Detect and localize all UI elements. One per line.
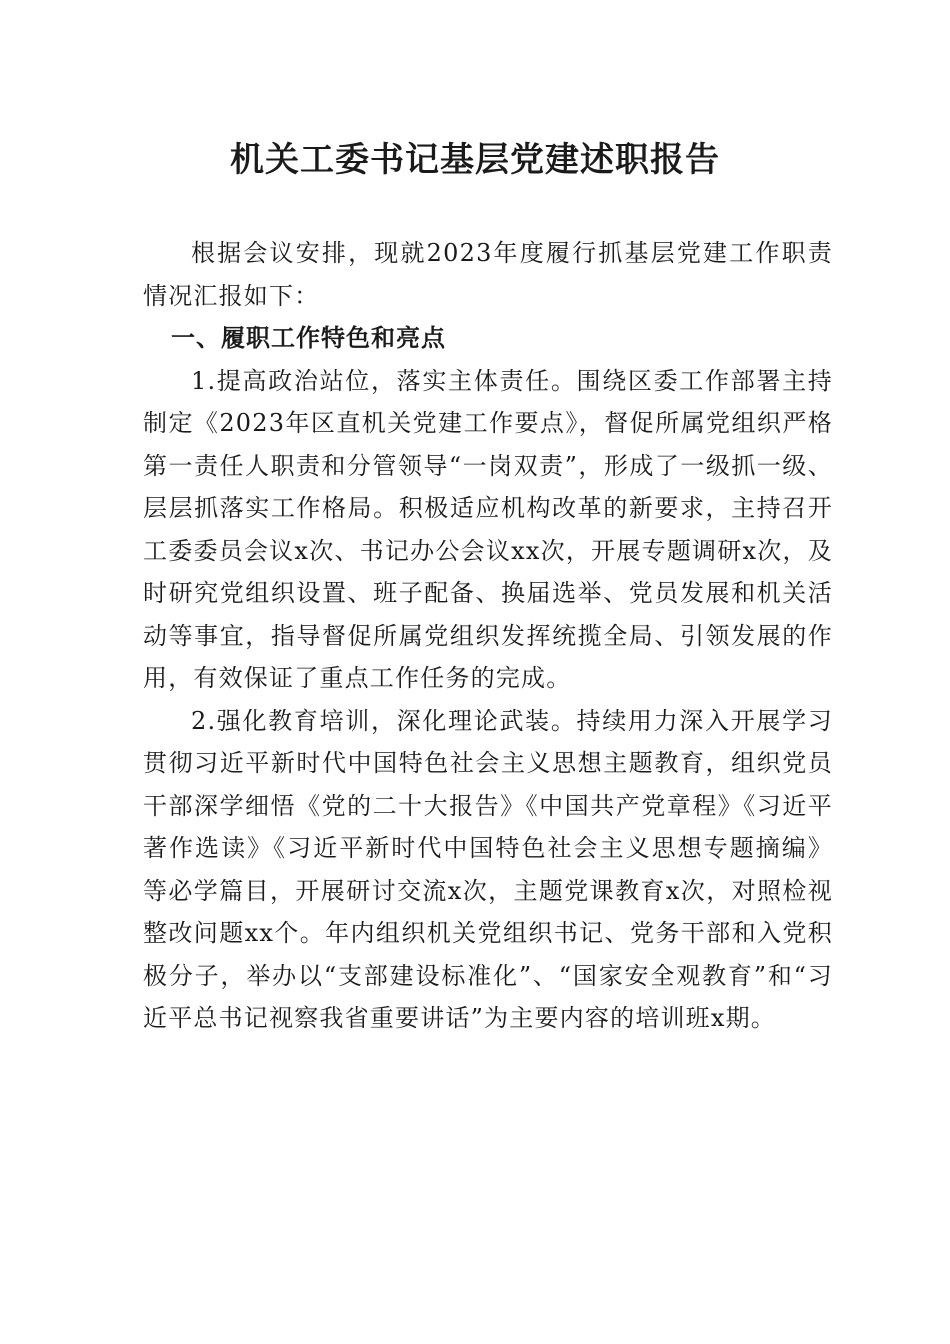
- paragraph-2: 2.强化教育培训，深化理论武装。持续用力深入开展学习贯彻习近平新时代中国特色社会主义思想主题教育，组织党员干部深学细悟《党的二十大报告》《中国共产党章程》《习近平著作选读》《习近平新时代中国特色社会主义思想专题摘编》等必学篇目，开展研讨交流x次，主题党课教育x次，对照检视整改问题xx个。年内组织机关党组织书记、党务干部和入党积极分子，举办以“支部建设标准化”、“国家安全观教育”和“习近平总书记视察我省重要讲话”为主要内容的培训班x期。: [143, 706, 833, 1032]
- paragraph-1: 1.提高政治站位，落实主体责任。围绕区委工作部署主持制定《2023年区直机关党建工作要点》，督促所属党组织严格第一责任人职责和分管领导“一岗双责”，形成了一级抓一级、层层抓落实工作格局。积极适应机构改革的新要求，主持召开工委委员会议x次、书记办公会议xx次，开展专题调研x次，及时研究党组织设置、班子配备、换届选举、党员发展和机关活动等事宜，指导督促所属党组织发挥统揽全局、引领发展的作用，有效保证了重点工作任务的完成。: [143, 366, 833, 692]
- document-body: [143, 232, 833, 1040]
- intro-paragraph: 根据会议安排，现就2023年度履行抓基层党建工作职责情况汇报如下：: [143, 239, 833, 310]
- section-heading: 一、履职工作特色和亮点: [171, 324, 446, 352]
- document-title: 机关工委书记基层党建述职报告: [230, 140, 720, 180]
